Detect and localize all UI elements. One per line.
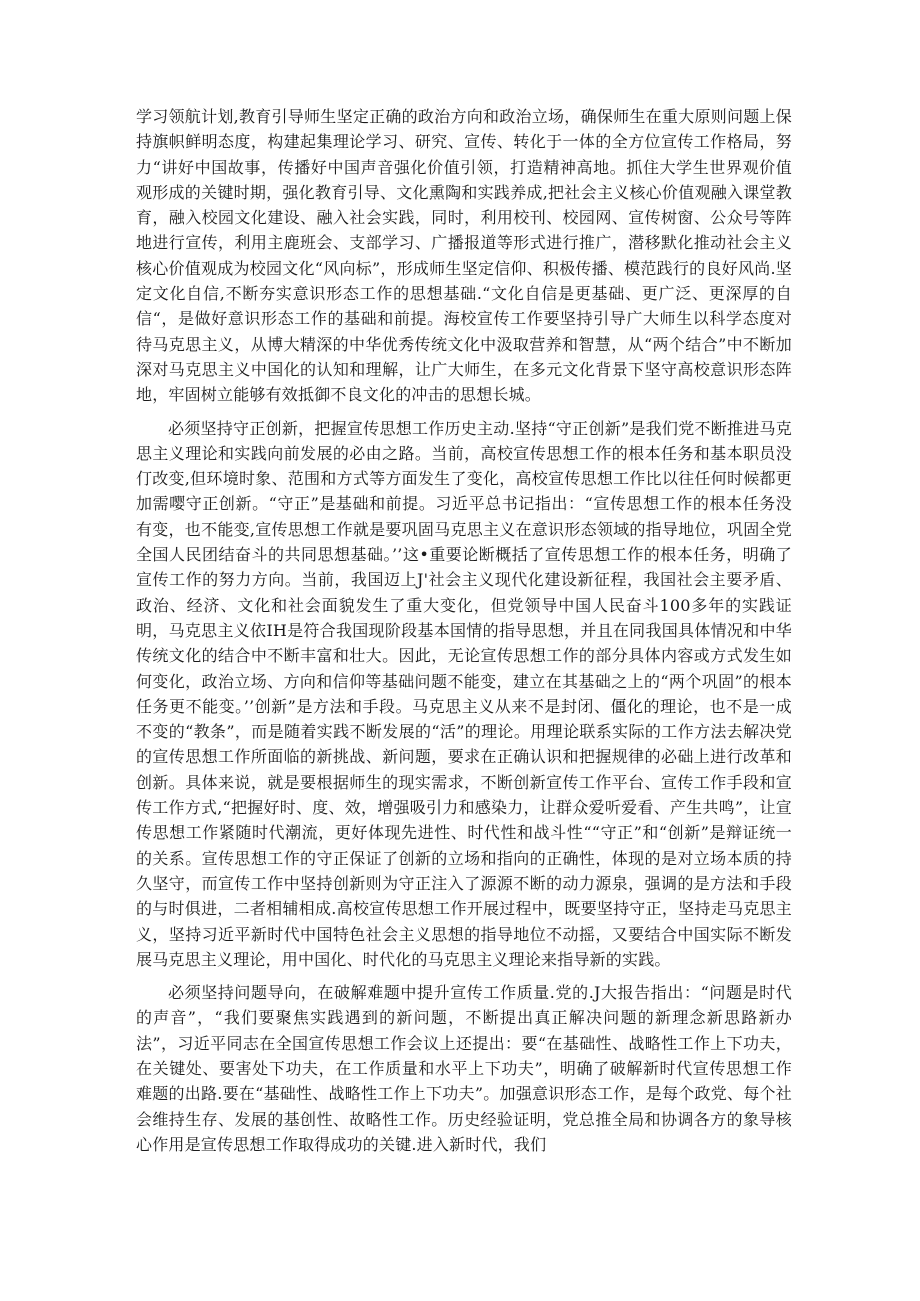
document-body <box>136 104 792 1157</box>
paragraph-wenti-daoxiang: 必须坚持问题导向，在破解难题中提升宣传工作质量.党的.J大报告指出：“问题是时代的声音”，“我们要聚焦实践遇到的新问题，不断提出真正解决问题的新理念新思路新办法”，习近平同志在全国宣传思想工作会议上还提出：要“在基础性、战略性工作上下功夫，在关键处、要害处下功夫，在工作质量和水平上下功夫”，明确了破解新时代宣传思想工作难题的出路.要在“基础性、战略性工作上下功夫”。加强意识形态工作，是每个政党、每个社会维持生存、发展的基创性、故略性工作。历史经验证明，党总推全局和协调各方的象导核心作用是宣传思想工作取得成功的关键.进入新时代，我们 <box>136 983 792 1154</box>
paragraph-shouzheng-chuangxin: 必须坚持守正创新，把握宣传思想工作历史主动.坚持“守正创新”是我们党不断推进马克思主义理论和实践向前发展的必由之路。当前，高校宣传思想工作的根本任务和基本职员没仃改变,但环境时象、范围和方式等方面发生了变化，高校宣传思想工作比以往任何时候都更加需嘤守正创新。“守正”是基础和前提。习近平总书记指出：“宣传思想工作的根本任务没有变，也不能变,宣传思想工作就是要巩固马克思主义在意识形态领域的指导地位，巩固全党全国人民团结奋斗的共同思想基础。’’这•重要论断概括了宣传思想工作的根本任务，明确了宣传工作的努力方向。当前，我国迈上J'社会主义现代化建设新征程，我国社会主要矛盾、政治、经济、文化和社会面貌发生了重大变化，但党领导中国人民奋斗100多年的实践证明，马克思主义依IH是符合我国现阶段基本国情的指导思想，并且在同我国具体情况和中华传统文化的结合中不断丰富和壮大。因此，无论宣传思想工作的部分具体内容或方式发生如何变化，政治立场、方向和信仰等基础问题不能变，建立在其基础之上的“两个巩固”的根本任务更不能变。’’创新”是方法和手段。马克思主义从来不是封闭、僵化的理论，也不是一成不变的“教条”，而是随着实践不断发展的“活”的理论。用理论联系实际的工作方法去解决党的宣传思想工作所面临的新挑战、新问题，要求在正确认识和把握规律的必础上进行改革和创新。具体来说，就是要根据师生的现实需求，不断创新宣传工作平台、宣传工作手段和宣传工作方式,“把握好时、度、效，增强吸引力和感染力，让群众爱听爱看、产生共鸣”，让宣传思想工作紧随时代潮流，更好体现先进性、时代性和战斗性““守正”和“创新”是辩证统一的关系。宣传思想工作的守正保证了创新的立场和指向的正确性，体现的是对立场本质的持久坚守，而宣传工作中坚持创新则为守正注入了源源不断的动力源泉，强调的是方法和手段的与时俱进，二者相辅相成.高校宣传思想工作开展过程中，既要坚持守正，坚持走马克思主义，坚持习近平新时代中国特色社会主义思想的指导地位不动摇，又要结合中国实际不断发展马克思主义理论，用中国化、时代化的马克思主义理论来指导新的实践。 <box>136 418 792 969</box>
paragraph-continuation: 学习领航计划,教育引导师生坚定正确的政治方向和政治立场，确保师生在重大原则问题上保持旗帜鲜明态度，构建起集理论学习、研究、宣传、转化于一体的全方位宣传工作格局，努力“讲好中国故事，传播好中国声音强化价值引领，打造精神高地。抓住大学生世界观价值观形成的关键时期，强化教育引导、文化熏陶和实践养成,把社会主义核心价值观融入课堂教育，融入校园文化建设、融入社会实践，同时，利用校刊、校园网、宣传树窗、公众号等阵地进行宣传，利用主鹿班会、支部学习、广播报道等形式进行推广，潜移默化推动社会主义核心价值观成为校园文化“风向标”，形成师生坚定信仰、积极传播、模范践行的良好风尚.坚定文化自信,不断夯实意识形态工作的思想基础.“文化自信是更基础、更广泛、更深厚的自信“，是做好意识形态工作的基础和前提。海校宣传工作要坚持引导广大师生以科学态度对待马克思主义，从博大精深的中华优秀传统文化中汲取营养和智慧，从“两个结合”中不断加深对马克思主义中国化的认知和理解，让广大师生，在多元文化背景下坚守高校意识形态阵地，牢固树立能够有效抵御不良文化的冲击的思想长城。 <box>136 107 792 405</box>
